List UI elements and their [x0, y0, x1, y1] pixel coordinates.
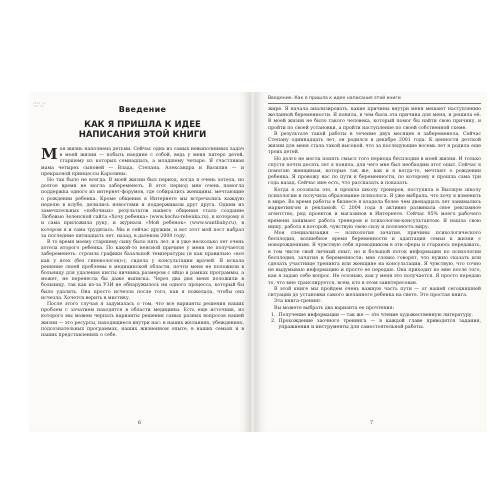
paragraph: Но долго не могла понять смысл того периода бесплодия в моей жизни. И только спустя почти десять лет я поняла, для чего мне был необходим этот опыт. Сейчас я помогаю женщинам, которые так же, как и я когда-то, мечтают о рождении ребенка. Я провожу вас по пути к беременности, по которому я прошла сама три года назад. Сейчас мне есть, что рассказать и показать. — [268, 156, 481, 187]
list-item-text: Прохождение заочного тренинга — в каждой главе приводятся задания, упражнения и инструменты для самостоятельной работы. — [278, 318, 481, 331]
bleed-through-text: ▮▮▮▮ ▮▮ ▮▮▮ ▮▮ — [33, 101, 46, 108]
list-item-text: Получение информации — так же — это чтение художественную литературу. — [278, 312, 473, 318]
left-body-text — [41, 147, 244, 339]
paragraph: В этой книге мы пройдем очень важную часть пути — от вашей сегодняшней ситуации до установки самого желанного ребенка на свете. Это простая книга. — [268, 286, 481, 299]
drop-cap: М — [41, 145, 58, 163]
page-number-left: 6 — [137, 420, 142, 426]
chapter-title-line-1: КАК Я ПРИШЛА К ИДЕЕ — [84, 120, 201, 130]
paragraph: В то время моему старшему сыну было пять лет, и я уже несколько лет очень хотела второго ребенка. По какой-то неясной причине у меня не получается забеременеть: строила графики базальной температуры (и как правильно «все как у всех (без гинекологов)»), сидела у консультации врачей. Я искала решение своей проблемы в медицинской области, почти меня не положили в больницу для удаления кисты яичника размером с яйцо в рамках программы, а может, не перенесла бы даже выписка. Через два дня меня положили в больницу, так как из-за УЗИ не обнаружилось ни одного процесса, который бы было удалять. Она просто исчезла после того, как я пожелала, чтобы она исчезла. Хочется верить в мистику. — [41, 240, 244, 301]
paragraph: В результате такой работы в течение двух месяцев я забеременела. Сейчас Степану одиннадцать лет, он родился в декабре 2001 года. К ценности детской жизни для меня стала такой высокой, что за последующие восемь лет я родила еще троих детей. — [268, 131, 481, 156]
paragraph: Моя жизнь наполнена детьми. Сейчас одна из самых невыполнимых задач в моей жизни — побыть наедине с собой, ведь у меня пятеро детей, старшему из которых семнадцать, а младшему четыре. Я счастливая мама четырех сыновей — Влада, Степана, Александра и Василия — и прекрасной принцессы Каролины. — [41, 145, 244, 177]
chapter-heading: Введение — [118, 105, 167, 114]
list-item-number: 1. — [271, 312, 276, 318]
list-item-number: 2. — [271, 318, 276, 324]
page-number-right: 7 — [369, 420, 374, 426]
right-body-text — [268, 107, 481, 312]
paragraph: Вы можете выбрать два варианта ее прочтения: — [274, 305, 395, 311]
paragraph: После этого случая я задумалась о том, что все варианты решения наших проблем с зачатием находятся в области медицины. Есть еще источник, из которого мы можем черпать варианты решения самых разных вопросов нашей жизни — это ресурсы, находящиеся внутри нас: в наших желаниях, убеждениях, подсознательных программах, наших жизненном опыте, в наших семьях и в наших представлениях о себе. — [41, 302, 244, 339]
paragraph: Эта книга-тренинг. — [274, 299, 323, 305]
paragraph: жире. Я начала анализировать, какие причины внутри меня мешают наступлению желанной беременности. Я поняла, в чем была эта причина для меня, и решила её. В моей жизни не было такого человека, который помог бы найти свою причину, и пройти по своей установки, а пройти наступление по своей собственной схеме. — [268, 107, 481, 131]
paragraph: Но так было не всегда. В моей жизни был период, когда я очень хотела, но долгое время не могла забеременеть. В этот период мне очень помогла поддержка одного из интернет-форумов, где собирались женщины, мечтающие о рождении ребенка. Кроме общения в Интернете мы встречались каждую неделю в клубе, делились новостями и поддерживали друг друга. Одним из замечательных «побочных» результатов нашего общения стало создание Любовью Зеленской сайта «Хочу ребенка» (www.hochu-rebenka.ru), к которому я и сама приложила руку, и журнала «Мой ребенок» (www.wantbaby.ru), в котором я и сама трудилась. Мы и сейчас дружим, и вот этот мой пост набрал за последние пятнадцать лет, назад, в далеком 2000 году. — [41, 178, 244, 239]
left-page — [29, 92, 250, 432]
list-item — [268, 319, 481, 331]
paragraph: Моя специализация — психология зачатия, причины психологического бесплодия, волшебное время беременности и адаптация семьи к жизни с новорожденным. Я чувствую себя проводником в эти сферы и стараюсь передавать, в том числе свой личный опыт, но и большой поток информации по психологии бесплодия, зачатия и беременности: мне словно говорят, что нужно сказать или сделать участнице тренинга или женщине на консультации. Я чувствую, что точно не выдумываю информацию и просто ее передаю. Она приходит ко мне после того, как я задаю себе вопрос. Не осознаю, как у меня это получается. Я просто передаю то, что мне транслируется, всем, кто в этом заинтересован. — [268, 231, 481, 286]
right-page — [256, 92, 487, 432]
running-head: Введение. Как я пришла к идее написания этой книги — [268, 96, 481, 104]
chapter-title-line-2: НАПИСАНИЯ ЭТОЙ КНИГИ — [78, 130, 207, 140]
numbered-list — [268, 313, 481, 332]
chapter-title — [41, 120, 244, 140]
book-spread — [29, 92, 487, 432]
paragraph: Когда я осознала это, я прошла школу тренеров, поступила в Высшую школу психологии и получила образование психолога. Я уже выбрала, что хочу я изменить в мире. Во время работы в бизнесе я владела более чем двенадцать лет занимались маркетингом и рекламой. С 2004 года я активно развивала свое рекламное агентство, ряд проектов и магазинов в Интернете. Сейчас 95% моего рабочего времени занимает работа тренером и психологом-консультантом. Я нашла свою нишу, работа в которой, чувствую свою силу и полезность миру. — [268, 187, 481, 230]
